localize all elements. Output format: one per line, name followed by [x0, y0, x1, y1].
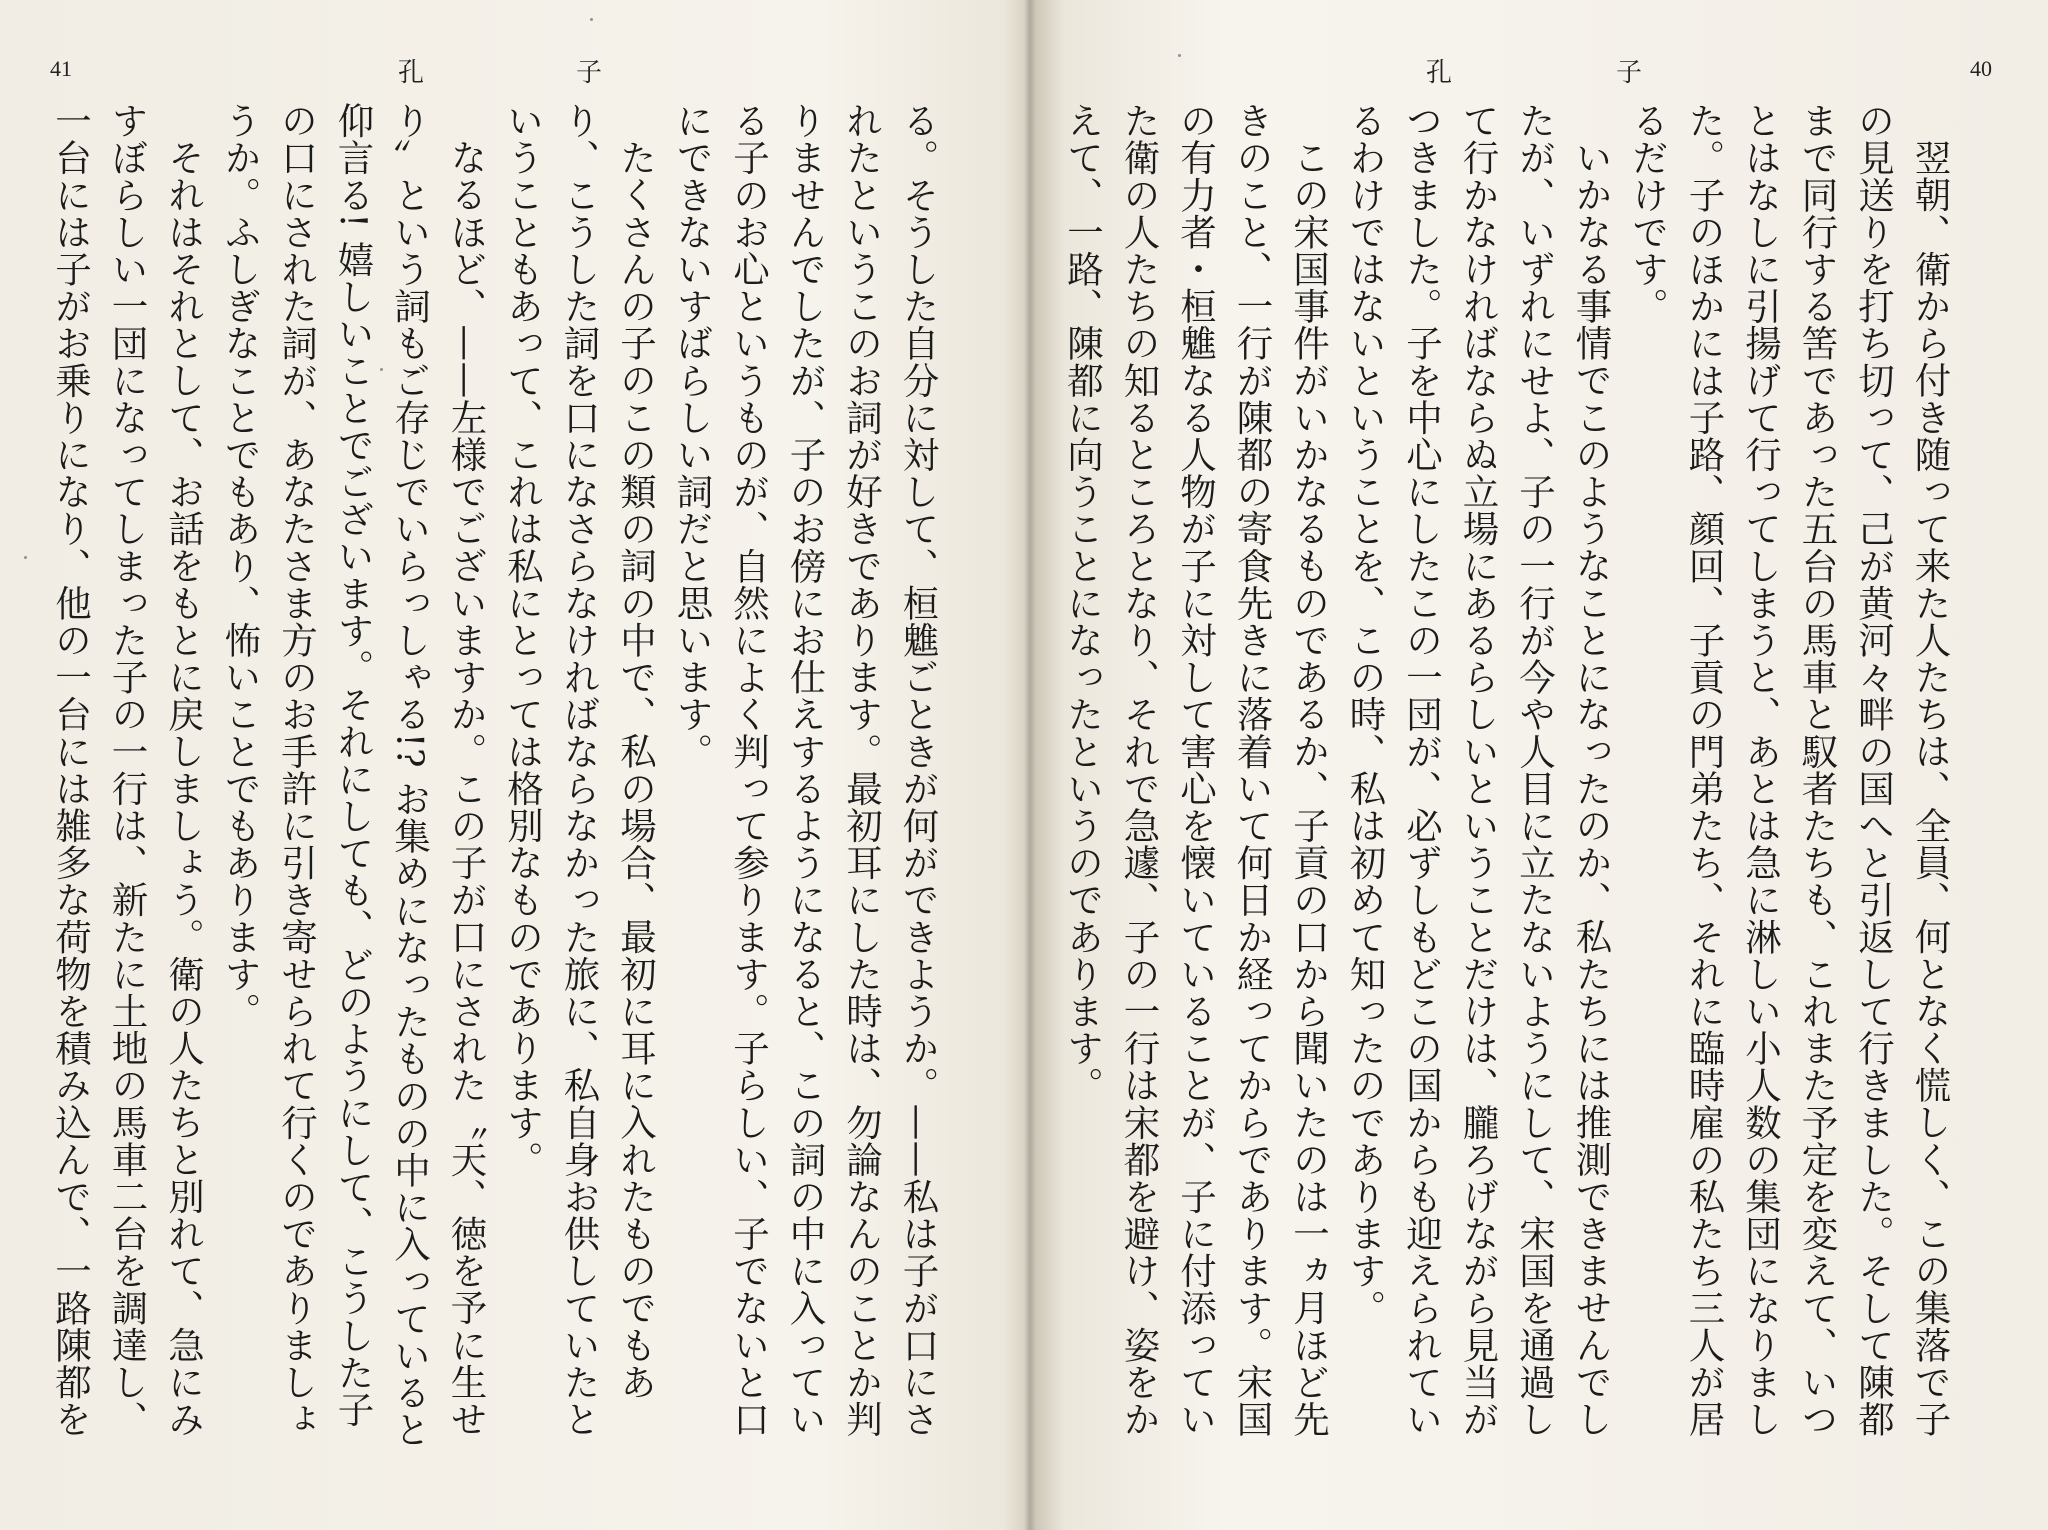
right-running-head-char-1: 孔 — [1426, 58, 1453, 88]
left-paragraph-1: る。そうした自分に対して、桓魋ごときが何ができようか。——私は子が口にされたというこのお詞が好きであります。最初耳にした時は、勿論なんのことか判りませんでしたが、子のお傍にお仕えするようになると、この詞の中に入っている子のお心というものが、自然によく判って参ります。子らしい、子でないと口にできないすばらしい詞だと思います。 — [671, 102, 940, 1438]
left-running-head-char-1: 孔 — [398, 58, 425, 88]
right-paragraph-1: 翌朝、衛から付き随って来た人たちは、全員、何となく慌しく、この集落で子の見送りを打ち切って、己が黄河々畔の国へと引返して行きました。そして陳都まで同行する筈であった五台の馬車と馭者たちも、これまた予定を変えて、いつとはなしに引揚げて行ってしまうと、あとは急に淋しい小人数の集団になりました。子のほかには子路、顔回、子貢の門弟たち、それに臨時雇の私たち三人が居るだけです。 — [1626, 102, 1952, 1438]
left-page-number: 41 — [50, 56, 72, 81]
left-paragraph-3: なるほど、——左様でございますか。この子が口にされた〝天、徳を予に生せり〟という詞もご存じでいらっしゃる!? お集めになったものの中に入っていると仰言る! 嬉しいことでございます。それにしても、どのようにして、こうした子の口にされた詞が、あなたさま方のお手許に引き寄せられて行くのでありましょうか。ふしぎなことでもあり、怖いことでもあります。 — [219, 102, 488, 1449]
right-paragraph-2: いかなる事情でこのようなことになったのか、私たちには推測できませんでしたが、いずれにせよ、子の一行が今や人目に立たないようにして、宋国を通過して行かなければならぬ立場にあるらしいということだけは、朧ろげながら見当がつきました。子を中心にしたこの一団が、必ずしもどこの国からも迎えられているわけではないということを、この時、私は初めて知ったのであります。 — [1344, 102, 1613, 1438]
paper-speck — [380, 368, 383, 371]
right-running-head-char-2: 子 — [1616, 58, 1643, 88]
paper-speck — [1178, 54, 1181, 57]
left-running-head-char-2: 子 — [576, 58, 603, 88]
left-paragraph-4: それはそれとして、お話をもとに戻しましょう。衛の人たちと別れて、急にみすぼらしい一団になってしまった子の一行は、新たに土地の馬車二台を調達し、一台には子がお乗りになり、他の一台には雑多な荷物を積み込んで、一路陳都を — [49, 102, 206, 1438]
paper-speck — [590, 18, 593, 21]
left-paragraph-2: たくさんの子のこの類の詞の中で、私の場合、最初に耳に入れたものでもあり、こうした詞を口になさらなければならなかった旅に、私自身お供していたということもあって、これは私にとっては格別なものであります。 — [501, 102, 658, 1438]
right-page — [1036, 0, 2048, 1530]
right-page-number: 40 — [1970, 56, 1992, 81]
left-body-text — [46, 102, 946, 1462]
book-gutter — [1024, 0, 1036, 1530]
paper-speck — [24, 556, 27, 559]
right-body-text — [1058, 102, 1958, 1462]
right-paragraph-3: この宋国事件がいかなるものであるか、子貢の口から聞いたのは一ヵ月ほど先きのこと、一行が陳都の寄食先きに落着いて何日か経ってからであります。宋国の有力者・桓魋なる人物が子に対して害心を懐いていることが、子に付添っていた衛の人たちの知るところとなり、それで急遽、子の一行は宋都を避け、姿をかえて、一路、陳都に向うことになったというのであります。 — [1061, 102, 1331, 1438]
